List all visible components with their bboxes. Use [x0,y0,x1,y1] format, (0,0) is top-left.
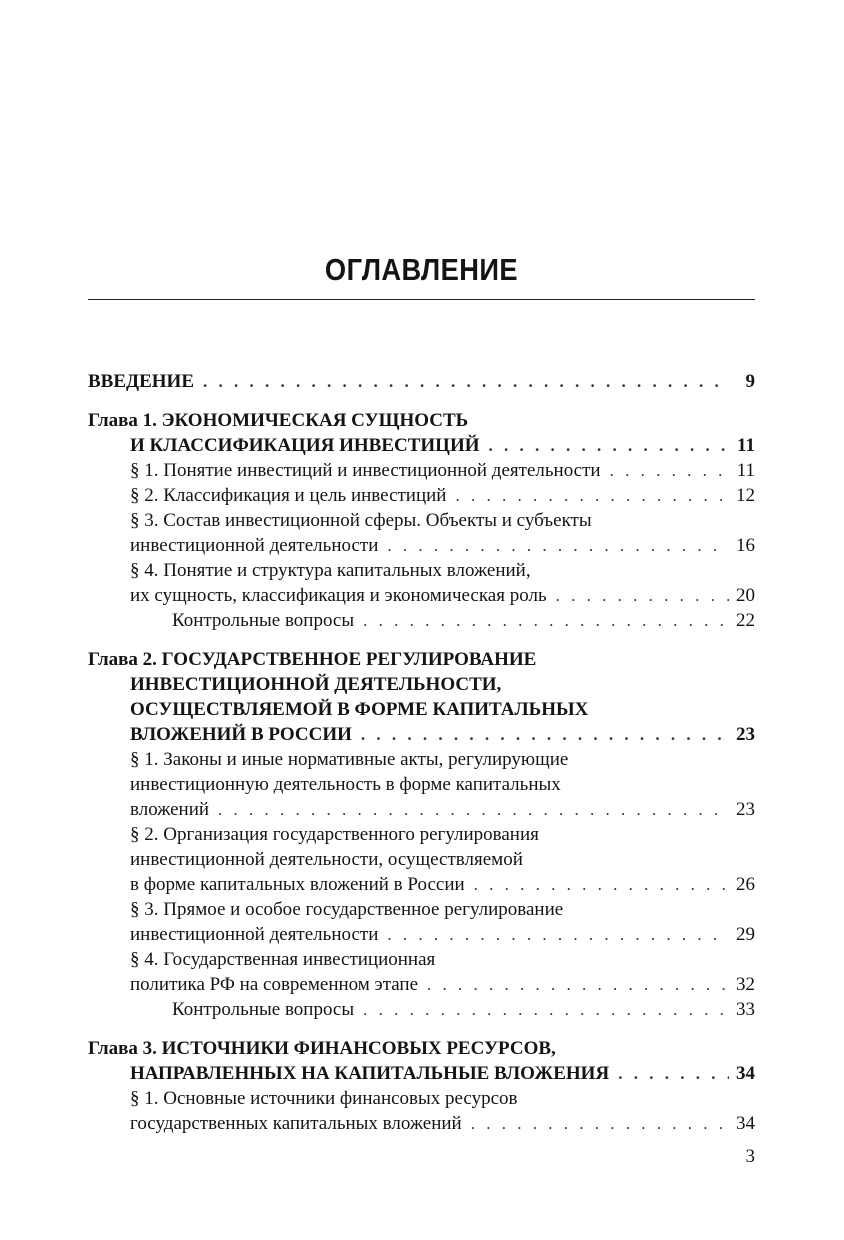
table-of-contents [88,369,755,1136]
dot-leader [363,997,729,1022]
toc-entry-title: ВВЕДЕНИЕ [88,371,194,392]
dot-leader [363,608,729,633]
toc-section-2-3[interactable] [88,922,755,947]
toc-chapter-2-entry[interactable] [88,722,755,747]
toc-chapter-2-title-line-2[interactable]: ИНВЕСТИЦИОННОЙ ДЕЯТЕЛЬНОСТИ, [130,674,502,695]
toc-entry-title: политика РФ на современном этапе [130,974,419,995]
dot-leader [387,533,729,558]
dot-leader [203,369,729,394]
toc-entry-title: § 1. Понятие инвестиций и инвестиционной деятельности [130,460,601,481]
toc-page-number: 11 [737,435,755,456]
toc-section-2-1[interactable] [88,797,755,822]
toc-section-2-2-line-2[interactable]: инвестиционной деятельности, осуществляемой [130,849,523,870]
toc-entry-title: И КЛАССИФИКАЦИЯ ИНВЕСТИЦИЙ [130,435,480,456]
toc-page-number: 11 [736,460,755,481]
toc-section-1-4-title[interactable]: § 4. Понятие и структура капитальных вложений, [130,560,531,581]
toc-chapter-1-title[interactable]: Глава 1. ЭКОНОМИЧЕСКАЯ СУЩНОСТЬ [88,410,469,431]
toc-page-number: 23 [736,724,755,745]
dot-leader [618,1061,729,1086]
toc-entry-title: вложений [130,799,210,820]
toc-section-2-2-line-1[interactable]: § 2. Организация государственного регулирования [130,824,539,845]
toc-chapter-1-entry[interactable] [88,433,755,458]
toc-page-number: 29 [736,924,755,945]
dot-leader [427,972,729,997]
toc-section-3-1[interactable] [88,1111,755,1136]
toc-section-2-1-line-1[interactable]: § 1. Законы и иные нормативные акты, регулирующие [130,749,569,770]
dot-leader [218,797,729,822]
toc-section-1-3-title[interactable]: § 3. Состав инвестиционной сферы. Объекты и субъекты [130,510,592,531]
toc-section-3-1-title[interactable]: § 1. Основные источники финансовых ресурсов [130,1088,518,1109]
toc-entry-title: НАПРАВЛЕННЫХ НА КАПИТАЛЬНЫЕ ВЛОЖЕНИЯ [130,1063,610,1084]
toc-chapter-2-questions[interactable] [88,997,755,1022]
page-number: 3 [745,1146,755,1167]
toc-entry-title: инвестиционной деятельности [130,924,379,945]
toc-entry-title: инвестиционной деятельности [130,535,379,556]
dot-leader [489,433,730,458]
title-rule [88,299,755,300]
toc-page-number: 26 [736,874,755,895]
toc-page-number: 22 [736,610,755,631]
toc-page-number: 9 [745,371,755,392]
toc-entry-title: их сущность, классификация и экономическая роль [130,585,547,606]
toc-section-2-4-title[interactable]: § 4. Государственная инвестиционная [130,949,436,970]
toc-section-1-2[interactable] [88,483,755,508]
dot-leader [474,872,729,897]
dot-leader [361,722,729,747]
toc-chapter-2-title-line-1[interactable]: Глава 2. ГОСУДАРСТВЕННОЕ РЕГУЛИРОВАНИЕ [88,649,537,670]
dot-leader [387,922,729,947]
dot-leader [556,583,729,608]
toc-entry-title: в форме капитальных вложений в России [130,874,465,895]
toc-page-number: 32 [736,974,755,995]
dot-leader [610,458,729,483]
dot-leader [455,483,729,508]
toc-section-1-3[interactable] [88,533,755,558]
toc-entry-title: ВЛОЖЕНИЙ В РОССИИ [130,724,352,745]
toc-page-number: 16 [736,535,755,556]
toc-page-number: 12 [736,485,755,506]
dot-leader [471,1111,729,1136]
page-title: ОГЛАВЛЕНИЕ [324,252,519,287]
toc-section-2-4[interactable] [88,972,755,997]
toc-chapter-3-entry[interactable] [88,1061,755,1086]
toc-entry-title: государственных капитальных вложений [130,1113,462,1134]
toc-chapter-1-questions[interactable] [88,608,755,633]
toc-page-number: 33 [736,999,755,1020]
toc-page-number: 34 [736,1113,755,1134]
toc-page-number: 23 [736,799,755,820]
toc-section-1-1[interactable] [88,458,755,483]
toc-section-2-2[interactable] [88,872,755,897]
toc-page-number: 20 [736,585,755,606]
toc-chapter-2-title-line-3[interactable]: ОСУЩЕСТВЛЯЕМОЙ В ФОРМЕ КАПИТАЛЬНЫХ [130,699,589,720]
toc-section-1-4[interactable] [88,583,755,608]
toc-section-2-1-line-2[interactable]: инвестиционную деятельность в форме капитальных [130,774,561,795]
toc-entry-title: Контрольные вопросы [172,999,355,1020]
toc-entry-title: Контрольные вопросы [172,610,355,631]
toc-entry-title: § 2. Классификация и цель инвестиций [130,485,447,506]
toc-entry-intro[interactable] [88,369,755,394]
toc-page-number: 34 [736,1063,755,1084]
toc-chapter-3-title[interactable]: Глава 3. ИСТОЧНИКИ ФИНАНСОВЫХ РЕСУРСОВ, [88,1038,556,1059]
toc-section-2-3-title[interactable]: § 3. Прямое и особое государственное регулирование [130,899,564,920]
